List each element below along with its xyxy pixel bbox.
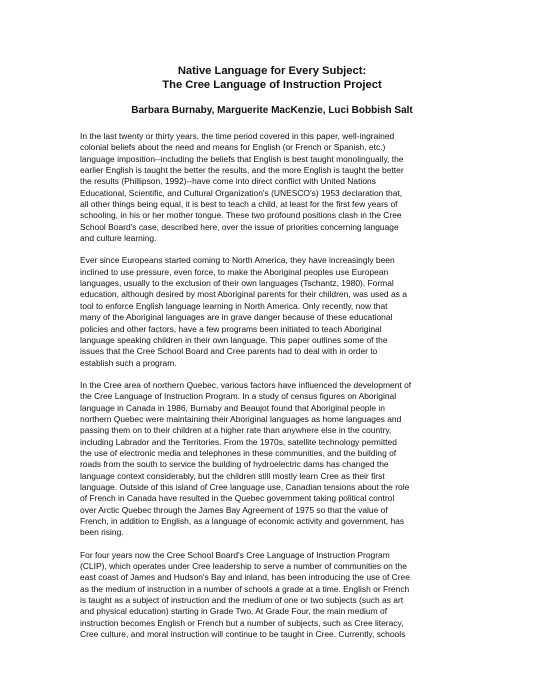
text-line: over Arctic Quebec through the James Bay Agreement of 1975 so that the value of: [80, 504, 388, 515]
text-line: language speaking children in their own language. This paper outlines some of the: [80, 334, 388, 345]
text-line: For four years now the Cree School Board's Cree Language of Instruction Program: [80, 549, 390, 560]
text-line: language imposition--including the beliefs that English is best taught monolingually, the: [80, 153, 404, 164]
text-line: policies and other factors, have a few programs been initiated to teach Aboriginal: [80, 323, 382, 334]
text-line: instruction becomes English or French but a number of subjects, such as Cree literacy,: [80, 617, 404, 628]
body-paragraph: [80, 255, 464, 368]
text-line: and physical education) starting in Grade Two. At Grade Four, the main medium of: [80, 606, 388, 617]
text-line: including Labrador and the Territories. From the 1970s, satellite technology permitted: [80, 436, 397, 447]
text-line: language. Outside of this island of Cree language use, Canadian tensions about the role: [80, 481, 410, 492]
text-line: establish such a program.: [80, 357, 177, 368]
body-paragraph: [80, 131, 464, 244]
text-line: east coast of James and Hudson's Bay and inland, has been introducing the use of Cree: [80, 572, 410, 583]
text-line: as the medium of instruction in a number of schools a grade at a time. English or French: [80, 583, 410, 594]
text-line: languages, usually to the exclusion of their own languages (Tschantz, 1980). Formal: [80, 278, 394, 289]
text-line: the use of electronic media and telephones in these communities, and the building of: [80, 447, 397, 458]
body-paragraph: [80, 380, 464, 539]
text-line: the Cree Language of Instruction Program. In a study of census figures on Aboriginal: [80, 391, 397, 402]
text-line: In the last twenty or thirty years, the time period covered in this paper, well-ingrained: [80, 131, 395, 141]
text-line: School Board's case, described here, over the issue of priorities concerning language: [80, 221, 399, 232]
text-line: and culture learning.: [80, 233, 157, 244]
text-line: (CLIP), which operates under Cree leadership to serve a number of communities on the: [80, 561, 407, 572]
document-page: [80, 64, 464, 651]
text-line: language context considerably, but the children still mostly learn Cree as their first: [80, 470, 385, 481]
text-line: tool to enforce English language learning in North America. Only recently, now that: [80, 300, 388, 311]
text-line: of French in Canada have resulted in the Quebec government taking political control: [80, 493, 395, 504]
text-line: inclined to use pressure, even force, to make the Aboriginal peoples use European: [80, 266, 389, 277]
text-line: northern Quebec were maintaining their Aboriginal languages as home languages and: [80, 413, 402, 424]
text-line: Ever since Europeans started coming to North America, they have increasingly been: [80, 255, 395, 266]
text-line: Cree culture, and moral instruction will continue to be taught in Cree. Currently, schools: [80, 629, 406, 640]
title-line: Native Language for Every Subject:: [177, 65, 367, 77]
paper-body: [80, 131, 464, 640]
text-line: Educational, Scientific, and Cultural Organization's (UNESCO's) 1953 declaration that,: [80, 187, 403, 198]
text-line: French, in addition to English, as a language of economic activity and government, has: [80, 516, 405, 526]
paper-authors: Barbara Burnaby, Marguerite MacKenzie, Luci Bobbish Salt: [131, 105, 413, 116]
text-line: education, although desired by most Aboriginal parents for their children, was used as a: [80, 289, 407, 300]
text-line: roads from the south to service the building of hydroelectric dams has changed the: [80, 459, 389, 470]
text-line: all other things being equal, it is best to teach a child, at least for the first few years of: [80, 199, 398, 210]
paper-title: [80, 64, 464, 92]
text-line: colonial beliefs about the need and means for English (or French or Spanish, etc.): [80, 142, 386, 153]
text-line: the results (Phillipson, 1992)--have come into direct conflict with United Nations: [80, 176, 376, 187]
text-line: earlier English is taught the better the results, and the more English is taught the better: [80, 165, 404, 176]
text-line: many of the Aboriginal languages are in grave danger because of these educational: [80, 312, 393, 323]
text-line: schooling, in his or her mother tongue. These two profound positions clash in the Cree: [80, 210, 402, 221]
text-line: passing them on to their children at a higher rate than anywhere else in the country,: [80, 425, 392, 436]
text-line: is taught as a subject of instruction and the medium of one or two subjects (such as art: [80, 595, 404, 606]
text-line: language in Canada in 1986, Burnaby and Beaujot found that Aboriginal people in: [80, 402, 385, 413]
body-paragraph: [80, 550, 464, 641]
text-line: In the Cree area of northern Quebec, various factors have influenced the development of: [80, 379, 412, 390]
text-line: been rising.: [80, 527, 124, 538]
title-line: The Cree Language of Instruction Project: [162, 79, 382, 91]
text-line: issues that the Cree School Board and Cree parents had to deal with in order to: [80, 346, 378, 357]
